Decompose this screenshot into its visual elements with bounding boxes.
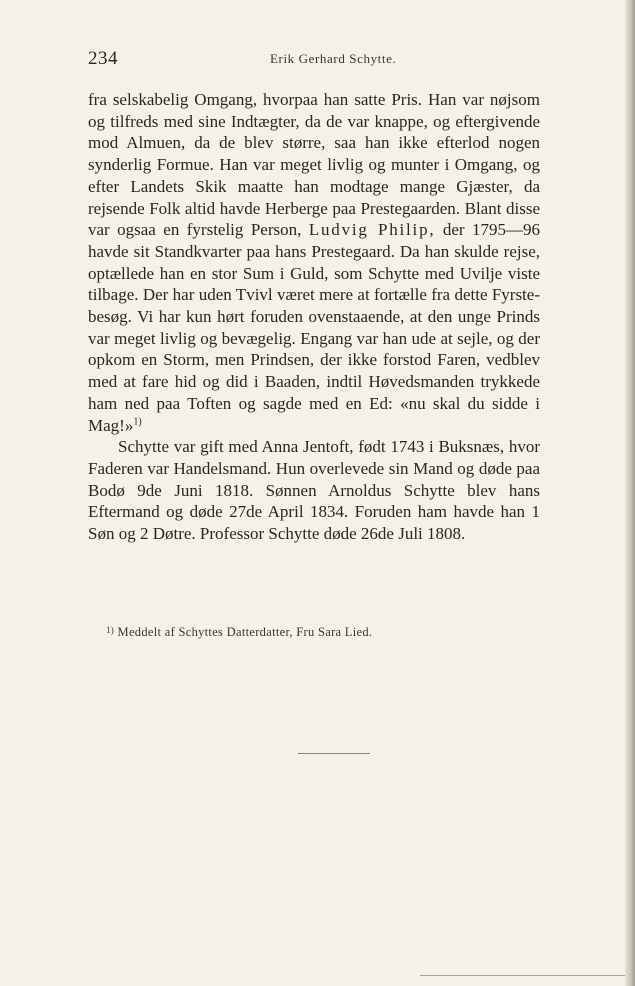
paragraph-1-end: der 1795—96 havde sit Standkvarter paa hans Prestegaard. Da han skulde rejse, optællede han en stor Sum i Guld, som Schytte med Uvilje viste tilbage. Der har uden Tvivl været mere at fortælle fra dette Fyrstebesøg. Vi har kun hørt foruden ovenstaaende, at den unge Prinds var meget livlig og bevægelig. Engang var han ude at sejle, og der opkom en Storm, men Prindsen, der ikke forstod Faren, vedblev med at fare hid og did i Baaden, indtil Høvedsmanden trykkede ham ned paa Toften og sagde med en Ed: [88,220,541,413]
paragraph-1 [88,89,540,436]
paragraph-1-start: fra selskabelig Omgang, hvorpaa han satte Pris. Han var nøjsom og tilfreds med sine Indtægter, da de var knappe, og eftergivende mod Almuen, da de blev større, saa han ikke efterlod nogen synderlig Formue. Han var meget livlig og munter i Omgang, og efter Landets Skik maatte han modtage mange Gjæster, da rejsende Folk altid havde Herberge paa Prestegaarden. Blant disse var ogsaa en fyrstelig Person, [88,90,540,240]
quote: «nu skal du sidde i Mag!» [88,393,540,435]
footnote-text: Meddelt af Schyttes Datterdatter, Fru Sara Lied. [117,625,373,639]
body-text [88,89,540,545]
page-header [88,48,538,72]
page-edge-line [420,975,630,976]
footnote [106,625,546,640]
end-rule [298,753,370,754]
running-head: Erik Gerhard Schytte. [270,51,397,66]
footnote-mark: 1) [106,625,115,635]
person-name-spaced: Ludvig Philip, [308,220,436,240]
paragraph-2: Schytte var gift med Anna Jentoft, født 1743 i Buksnæs, hvor Faderen var Handelsmand. Hun overlevede sin Mand og døde paa Bodø 9de Juni 1818. Sønnen Arnoldus Schytte blev hans Eftermand og døde 27de April 1834. Foruden ham havde han 1 Søn og 2 Døtre. Professor Schytte døde 26de Juli 1808. [88,437,540,544]
page-edge-shadow [625,0,635,986]
footnote-reference: 1) [133,415,142,427]
page-number: 234 [88,48,118,69]
